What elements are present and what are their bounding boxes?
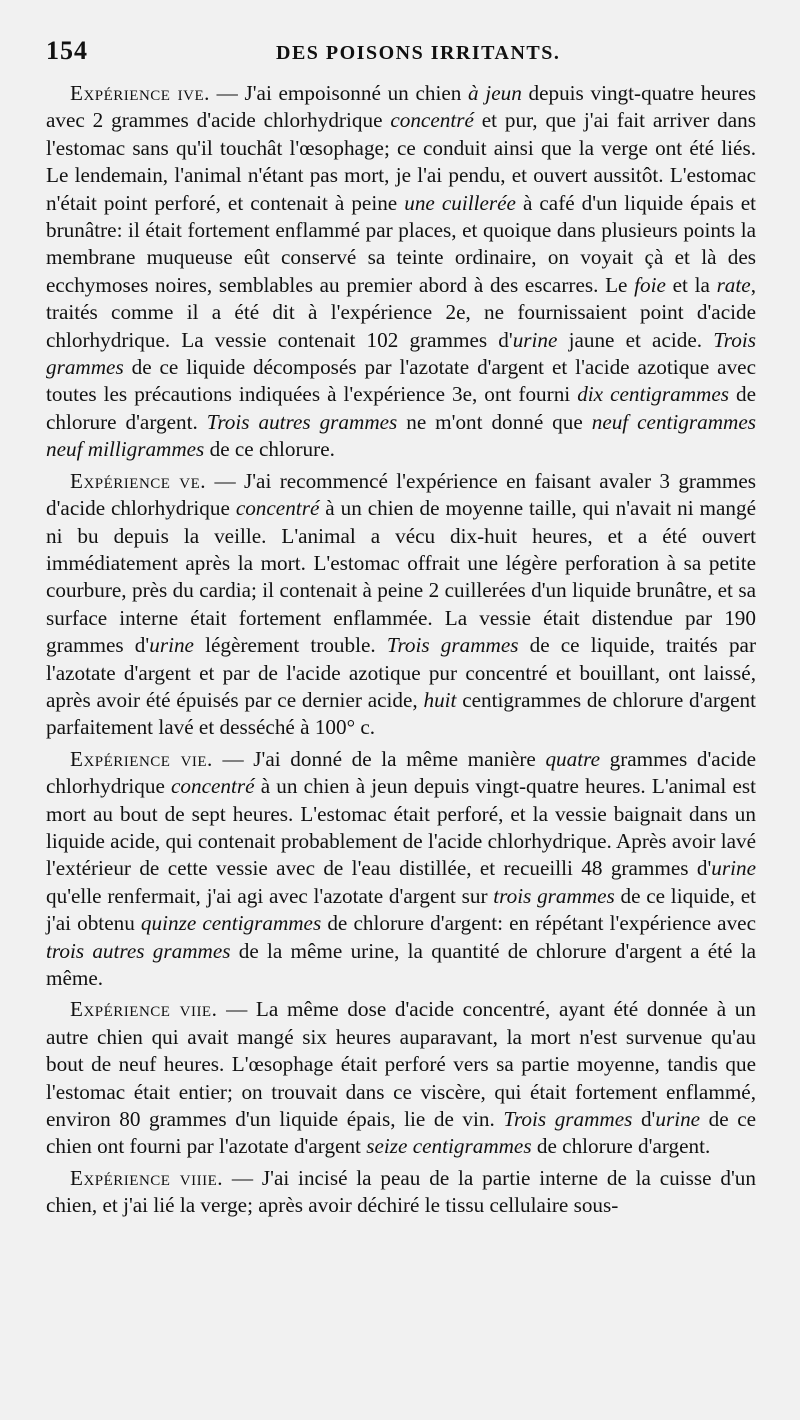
paragraph-text: de ce liquide, et j'ai obtenu — [46, 883, 756, 936]
italic-text: urine — [149, 633, 194, 658]
italic-text: une cuillerée — [404, 190, 516, 215]
italic-text: trois grammes — [493, 883, 615, 908]
italic-text: quatre — [545, 746, 600, 771]
paragraph-text: — J'ai donné de la même manière — [212, 746, 546, 771]
paragraph-text: à café d'un liquide épais et brunâtre: il était fortement enflammé par places, et quoique dans plusieurs points la membrane muqueuse eût conservé sa teinte ordinaire, on voyait çà et là des ecchymoses noires, semblables au premier abord à des escarres. Le — [46, 190, 756, 297]
paragraph-text: — J'ai empoisonné un chien — [209, 81, 469, 105]
italic-text: seize centigrammes — [366, 1134, 532, 1159]
paragraph-text: de ce liquide, traités par l'azotate d'argent et par de l'acide azotique pur concentré et bouillant, ont laissé, après avoir été épuisés par ce dernier acide, — [46, 633, 756, 712]
experiment-paragraph — [46, 1165, 756, 1220]
paragraph-text: — J'ai incisé la peau de la partie interne de la cuisse d'un chien, et j'ai lié la verge; après avoir déchiré le tissu cellulaire sous- — [46, 1165, 756, 1218]
paragraph-text: de chlorure d'argent. — [531, 1134, 711, 1159]
paragraph-text: de la même urine, la quantité de chlorure d'argent a été la même. — [46, 938, 756, 990]
experiment-paragraph — [46, 996, 756, 1160]
paragraph-text: de chlorure d'argent. — [46, 382, 756, 434]
paragraph-text: à un chien de moyenne taille, qui n'avait ni mangé ni bu depuis la veille. L'animal a vécu dix-huit heures, et a été ouvert immédiatement après la mort. L'estomac offrait une légère perforation à sa petite courbure, près du cardia; il contenait à peine 2 cuillerées d'un liquide brunâtre, et sa surface interne était fortement enflammée. La vessie était distendue par 190 grammes d' — [46, 496, 757, 658]
italic-text: Trois autres grammes — [206, 409, 398, 434]
italic-text: Trois grammes — [46, 327, 756, 380]
page-header — [46, 36, 756, 76]
experiment-heading: Expérience viie. — [70, 997, 218, 1022]
paragraph-text: de ce chlorure. — [204, 437, 335, 462]
paragraph-text: jaune et acide. — [557, 327, 714, 352]
experiment-heading: Expérience vie. — [70, 746, 213, 771]
italic-text: rate — [716, 272, 751, 297]
italic-text: concentré — [235, 496, 320, 521]
paragraph-text: à un chien à jeun depuis vingt-quatre heures. L'animal est mort au bout de sept heures. L'estomac était perforé, et la vessie baignait dans un liquide acide, qui contenait probablement de l'acide chlorhydrique. Après avoir lavé l'extérieur de cette vessie avec de l'eau distillée, et recueilli 48 grammes d' — [46, 774, 757, 881]
running-head: DES POISONS IRRITANTS. — [276, 42, 561, 64]
italic-text: urine — [711, 856, 756, 881]
italic-text: urine — [655, 1107, 701, 1132]
italic-text: foie — [634, 272, 666, 297]
page-number: 154 — [46, 36, 88, 65]
experiment-heading: Expérience ve. — [70, 468, 207, 493]
italic-text: huit — [423, 687, 457, 712]
paragraph-text: de ce liquide décomposés par l'azotate d'argent et l'acide azotique avec toutes les précautions indiquées à l'expérience 3e, ont fourni — [46, 355, 756, 407]
experiment-paragraph — [46, 468, 756, 742]
paragraph-text: de chlorure d'argent: en répétant l'expérience avec — [321, 911, 756, 936]
italic-text: à jeun — [468, 81, 522, 105]
paragraph-text: ne m'ont donné que — [397, 409, 592, 434]
italic-text: concentré — [171, 774, 255, 799]
paragraph-text: d' — [632, 1107, 656, 1132]
body-text — [46, 80, 756, 1220]
italic-text: dix centigrammes — [577, 382, 729, 407]
italic-text: concentré — [390, 108, 474, 133]
italic-text: Trois grammes — [503, 1107, 633, 1132]
experiment-paragraph — [46, 746, 756, 993]
italic-text: neuf centigrammes neuf milligrammes — [46, 409, 756, 462]
paragraph-text: , traités comme il a été dit à l'expérience 2e, ne fournissaient point d'acide chlorhydrique. La vessie contenait 102 grammes d' — [46, 272, 756, 352]
experiment-paragraph — [46, 80, 756, 464]
paragraph-text: et pur, que j'ai fait arriver dans l'estomac sans qu'il touchât l'œsophage; ce conduit ainsi que la verge ont été liés. Le lendemain, l'animal n'étant pas mort, je l'ai pendu, et ouvert aussitôt. L'estomac n'était point perforé, et contenait à peine — [46, 108, 757, 215]
paragraph-text: centigrammes de chlorure d'argent parfaitement lavé et desséché à 100° c. — [46, 687, 757, 740]
paragraph-text: légèrement trouble. — [193, 633, 387, 658]
paragraph-text: et la — [665, 272, 717, 297]
paragraph-text: de ce chien ont fourni par l'azotate d'argent — [46, 1107, 756, 1159]
paragraph-text: qu'elle renfermait, j'ai agi avec l'azotate d'argent sur — [46, 883, 494, 908]
experiment-heading: Expérience viiie. — [70, 1165, 224, 1190]
paragraph-text: — La même dose d'acide concentré, ayant été donnée à un autre chien qui avait mangé six heures auparavant, la mort n'est survenue qu'au bout de neuf heures. L'œsophage était perforé vers sa partie moyenne, tandis que l'estomac était entier; on trouvait dans ce viscère, qui était fortement enflammé, environ 80 grammes d'un liquide épais, lie de vin. — [46, 997, 756, 1132]
italic-text: trois autres grammes — [46, 938, 231, 963]
italic-text: urine — [512, 327, 558, 352]
italic-text: Trois grammes — [386, 633, 519, 658]
italic-text: quinze centigrammes — [140, 911, 322, 936]
experiment-heading: Expérience ive. — [70, 81, 210, 105]
paragraph-text: grammes d'acide chlorhydrique — [46, 746, 756, 799]
paragraph-text: — J'ai recommencé l'expérience en faisant avaler 3 grammes d'acide chlorhydrique — [46, 468, 756, 521]
paragraph-text: depuis vingt-quatre heures avec 2 grammes d'acide chlorhydrique — [46, 81, 757, 133]
